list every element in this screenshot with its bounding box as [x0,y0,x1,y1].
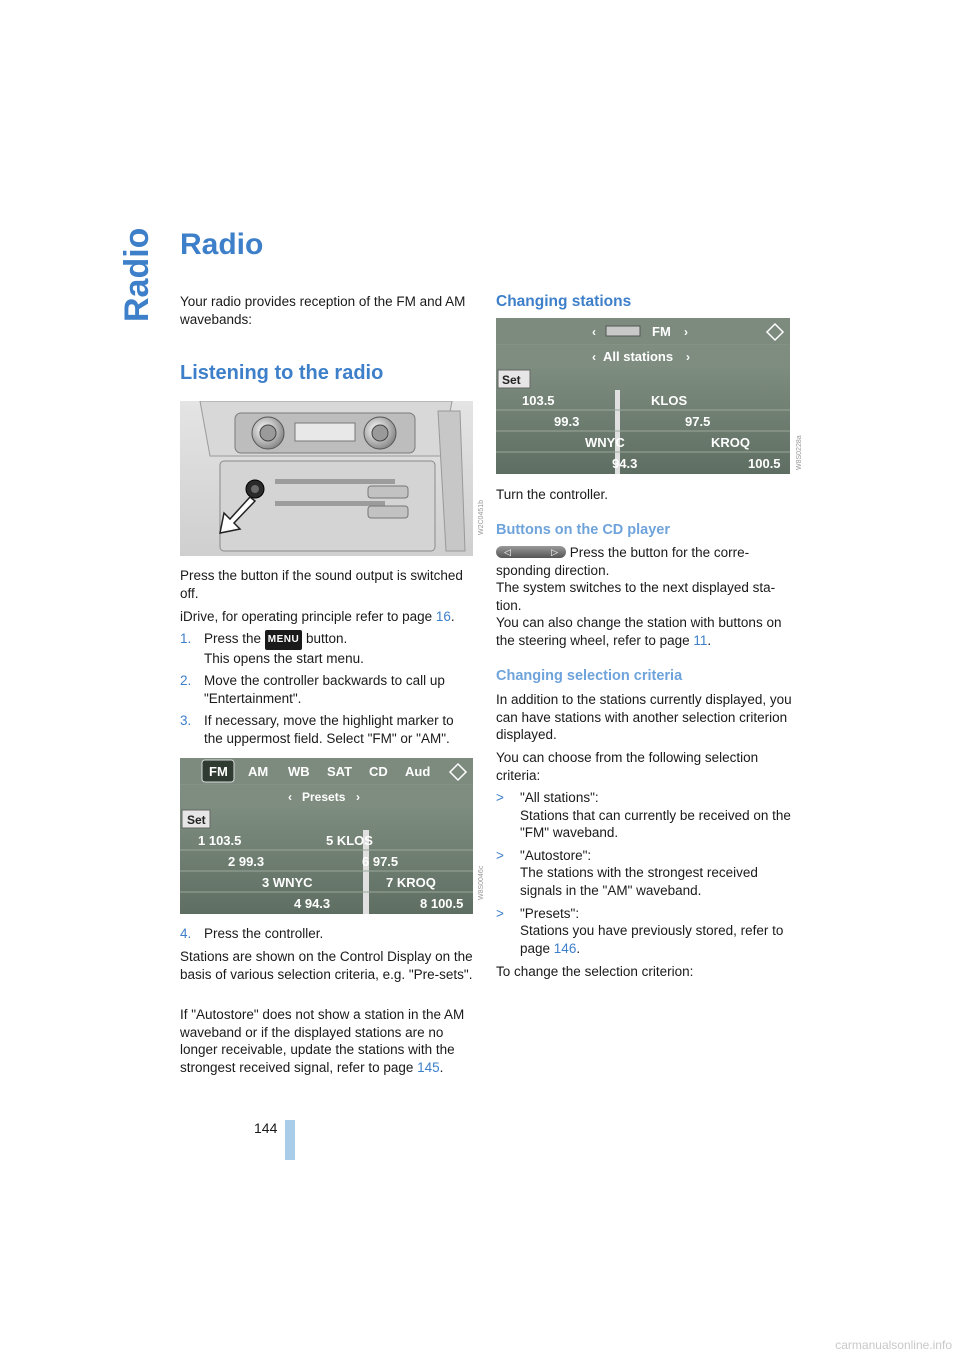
svg-text:‹: ‹ [288,790,292,804]
svg-text:›: › [356,790,360,804]
screen2-set-label: Set [502,373,521,387]
criteria-p3: To change the selection criterion: [496,964,694,979]
svg-text:‹: ‹ [592,350,596,364]
cd-p3: You can also change the station with buttons on the steering wheel, refer to page 11. [496,615,782,648]
screen1-row-3-left: 3 WNYC [262,875,313,890]
criteria-p1: In addition to the stations currently displayed, you can have stations with another selection criterion displayed. [496,692,792,743]
photo-code: W2C0451b [478,499,485,535]
turn-controller: Turn the controller. [496,487,609,502]
criteria-item-presets: > "Presets": Stations you have previously stored, refer to page 146. [496,905,784,956]
screen2-left-3: WNYC [585,435,625,450]
screen2-filter-label: All stations [603,349,674,364]
heading-selection-criteria: Changing selection criteria [496,668,683,684]
screen1-presets-label: Presets [302,790,346,804]
screen2-left-2: 99.3 [554,414,580,429]
cd-seek-buttons-icon: ◁ ▷ [496,546,566,558]
intro-text: Your radio provides reception of the FM and AM wavebands: [180,294,466,327]
svg-text:›: › [684,325,688,339]
screen1-row-1-right: 5 KLOS [326,833,373,848]
page-title: Radio [180,228,264,261]
screen1-row-4-left: 4 94.3 [294,896,331,911]
step-1: 1. Press the MENU button. This opens the start menu. [180,631,364,666]
side-tab [118,227,158,322]
svg-text:›: › [686,350,690,364]
cd-p2: The system switches to the next displayed sta-tion. [496,580,776,613]
footer-watermark: carmanualsonline.info [835,1338,952,1352]
screen1-row-2-right: 6 97.5 [362,854,399,869]
screen1-tab-sat: SAT [327,764,353,779]
page-link-146[interactable]: 146 [553,940,577,956]
screen1-tab-am: AM [248,764,269,779]
menu-button-icon: MENU [265,630,302,650]
page-link-145[interactable]: 145 [417,1059,440,1075]
step-4: 4. Press the controller. [180,926,324,941]
heading-cd-buttons: Buttons on the CD player [496,522,671,538]
screen1-code: W8S0046c [478,865,485,900]
criteria-p2: You can choose from the following selection criteria: [496,750,759,783]
criteria-item-all-stations: > "All stations": Stations that can currently be received on the "FM" waveband. [496,790,791,841]
screen1-tab-aud: Aud [405,764,431,779]
screen1-tab-wb: WB [288,764,310,779]
screen1-row-4-right: 8 100.5 [420,896,464,911]
radio-dashboard-photo [180,401,473,556]
screen1-set-label: Set [187,813,206,827]
presets-screen [180,758,473,914]
side-tab-label: Radio [118,227,156,322]
listening-p1: Press the button if the sound output is switched off. [180,568,463,601]
page-number-bar [285,1120,295,1160]
screen2-fm-label: FM [652,324,671,339]
svg-text:‹: ‹ [592,325,596,339]
page-link-16[interactable]: 16 [435,609,451,624]
cd-buttons-text [496,544,792,650]
all-stations-screen [496,318,790,474]
listening-p3: Stations are shown on the Control Display on the basis of various selection criteria, e.g. "Pre-sets". [180,949,473,982]
screen2-right-2: 97.5 [685,414,711,429]
screen2-left-4: 94.3 [612,456,638,471]
criteria-item-autostore: > "Autostore": The stations with the strongest received signals in the "AM" waveband. [496,847,758,898]
screen2-left-1: 103.5 [522,393,555,408]
criteria-list [496,789,792,957]
cd-p1: ◁ ▷ Press the button for the corre-sponding direction. [496,545,750,578]
page-link-11[interactable]: 11 [693,632,708,648]
listening-p4: If "Autostore" does not show a station in the AM waveband or if the displayed stations are no longer receivable, update the stations with the strongest received signal, refer to page 145. [180,1007,465,1075]
screen1-row-1-left: 1 103.5 [198,833,242,848]
screen2-right-4: 100.5 [748,456,781,471]
page-number: 144 [254,1120,278,1136]
steps-list [180,630,475,748]
step-2: 2. Move the controller backwards to call up "Entertainment". [180,673,445,706]
heading-changing-stations: Changing stations [496,293,632,310]
screen1-tab-cd: CD [369,764,388,779]
screen2-right-1: KLOS [651,393,688,408]
screen1-row-3-right: 7 KROQ [386,875,436,890]
heading-listening: Listening to the radio [180,362,384,384]
screen2-code: W8S0228a [796,435,803,470]
screen1-tab-fm: FM [209,764,228,779]
step-3: 3. If necessary, move the highlight marker to the uppermost field. Select "FM" or "AM". [180,713,454,746]
listening-p2: iDrive, for operating principle refer to page 16. [180,609,455,624]
screen1-row-2-left: 2 99.3 [228,854,265,869]
screen2-right-3: KROQ [711,435,750,450]
